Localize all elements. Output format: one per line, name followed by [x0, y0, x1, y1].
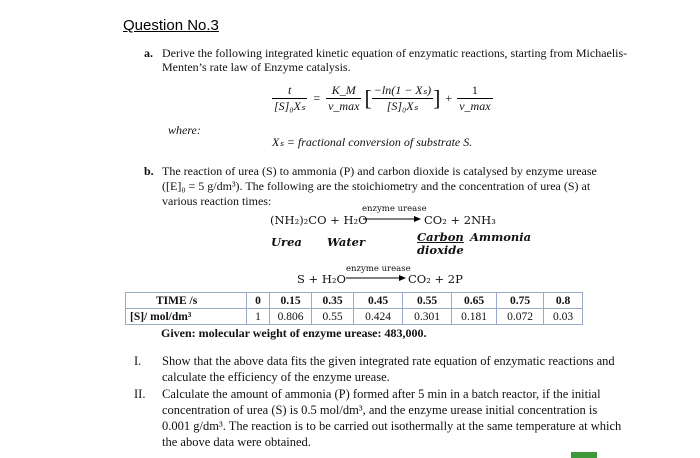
table-header-concentration: [S]/ mol/dm³: [126, 309, 247, 325]
table-cell: 0.55: [403, 293, 452, 309]
eq-last-denominator: v_max: [459, 99, 491, 113]
table-cell: 0.301: [403, 309, 452, 325]
table-cell: 0.45: [354, 293, 403, 309]
eq-km-fraction: [326, 83, 361, 114]
eq-lhs-numerator: t: [272, 83, 307, 99]
eq-bracket-denominator: [S]₀Xₛ: [386, 99, 419, 113]
table-row-concentration: [126, 309, 583, 325]
task-ii-line3: 0.001 g/dm³. The reaction is to be carried out isothermally at the same temperature at which: [162, 419, 622, 433]
eq-right-bracket: ]: [433, 85, 441, 111]
reaction2-catalyst: enzyme urease: [346, 264, 411, 274]
task-ii-line4: the above data were obtained.: [162, 435, 311, 449]
eq-left-bracket: [: [364, 85, 372, 111]
eq-lhs-fraction: [272, 83, 307, 114]
task-i-line2: calculate the efficiency of the enzyme urease.: [162, 370, 390, 384]
where-label: where:: [168, 123, 201, 137]
table-cell: 0.55: [312, 309, 354, 325]
right-arrow-icon: [363, 214, 421, 224]
name-carbon: Carbon: [417, 230, 464, 244]
reaction1-products: CO₂ + 2NH₃: [424, 213, 496, 227]
task-i-label: I.: [134, 354, 142, 368]
task-i-line1: Show that the above data fits the given integrated rate equation of enzymatic reactions and: [162, 354, 615, 368]
eq-km-denominator: v_max: [328, 99, 360, 113]
concentration-time-table: [125, 292, 583, 325]
table-cell: 0: [247, 293, 270, 309]
name-water: Water: [327, 235, 366, 249]
reaction1-catalyst: enzyme urease: [362, 204, 427, 214]
given-molecular-weight: Given: molecular weight of enzyme urease: 483,000.: [161, 326, 427, 340]
question-title: Question No.3: [123, 17, 219, 34]
eq-bracket-fraction: [372, 83, 433, 114]
eq-bracket-numerator: −ln(1 − Xₛ): [373, 83, 432, 97]
task-ii-label: II.: [134, 387, 146, 401]
table-cell: 0.8: [544, 293, 583, 309]
table-cell: 0.181: [452, 309, 497, 325]
part-a-label: a.: [144, 46, 153, 60]
reaction1-arrow: [363, 213, 421, 228]
table-cell: 0.15: [270, 293, 312, 309]
table-cell: 0.75: [497, 293, 544, 309]
reaction2-products: CO₂ + 2P: [408, 272, 463, 286]
table-header-time: TIME /s: [126, 293, 247, 309]
xs-definition: Xₛ = fractional conversion of substrate S.: [272, 135, 473, 149]
table-cell: 0.03: [544, 309, 583, 325]
table-row-time: [126, 293, 583, 309]
table-cell: 0.424: [354, 309, 403, 325]
name-ammonia: Ammonia: [470, 230, 532, 244]
reaction2-arrow: [346, 272, 406, 287]
eq-lhs-denominator: [S]₀Xₛ: [274, 99, 306, 113]
part-a-line1: Derive the following integrated kinetic equation of enzymatic reactions, starting from Michaelis-: [162, 46, 628, 60]
right-arrow-icon: [346, 273, 406, 283]
eq-plus: +: [445, 91, 453, 105]
table-cell: 1: [247, 309, 270, 325]
part-b-line2: ([E]₀ = 5 g/dm³). The following are the stoichiometry and the concentration of urea (S) at: [162, 179, 591, 193]
table-cell: 0.806: [270, 309, 312, 325]
part-b-label: b.: [144, 164, 154, 178]
eq-km-numerator: K_M: [326, 83, 361, 99]
part-b-line3: various reaction times:: [162, 194, 272, 208]
part-b-line1: The reaction of urea (S) to ammonia (P) and carbon dioxide is catalysed by enzyme urease: [162, 164, 597, 178]
name-dioxide: dioxide: [417, 243, 464, 257]
table-cell: 0.65: [452, 293, 497, 309]
part-a-line2: Menten’s rate law of Enzyme catalysis.: [162, 60, 351, 74]
name-urea: Urea: [271, 235, 302, 249]
task-ii-line2: concentration of urea (S) is 0.5 mol/dm³, and the enzyme urease initial concentration is: [162, 403, 598, 417]
reaction2-reactants: S + H₂O: [297, 272, 346, 286]
reaction1-reactants: (NH₂)₂CO + H₂O: [270, 213, 368, 227]
task-ii-line1: Calculate the amount of ammonia (P) formed after 5 min in a batch reactor, if the initial: [162, 387, 601, 401]
eq-last-fraction: [457, 83, 492, 114]
green-tab[interactable]: [571, 452, 597, 458]
eq-equals: =: [313, 91, 321, 105]
table-cell: 0.072: [497, 309, 544, 325]
table-cell: 0.35: [312, 293, 354, 309]
integrated-rate-equation: [272, 83, 493, 114]
eq-last-numerator: 1: [457, 83, 492, 99]
